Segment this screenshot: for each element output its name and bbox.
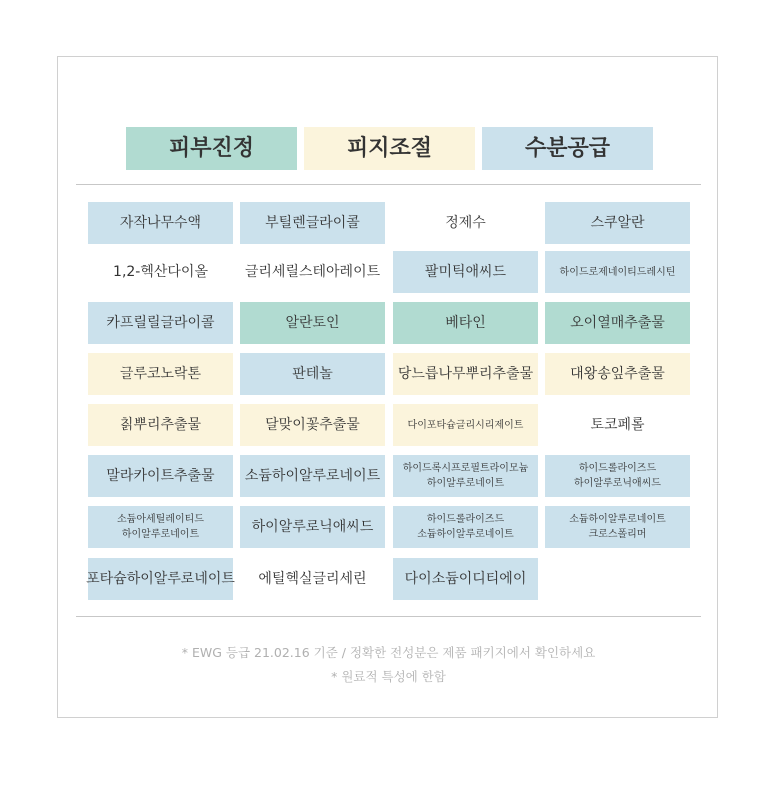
ingredient-cell	[240, 202, 385, 244]
ingredient-text	[403, 461, 529, 491]
footer-note-ewg: * EWG 등급 21.02.16 기준 / 정확한 전성분은 제품 패키지에서 확인하세요	[181, 645, 596, 660]
ingredient-cell	[88, 302, 233, 344]
ingredient-name-line2: 하이알루로네이트	[121, 529, 200, 540]
ingredient-name: 자작나무수액	[119, 215, 202, 231]
ingredient-name: 다이포타슘글리시리제이트	[407, 419, 524, 431]
ingredient-cell	[545, 404, 690, 446]
ingredient-text	[265, 215, 360, 231]
ingredient-name: 칡뿌리추출물	[119, 417, 202, 433]
ingredient-cell	[545, 506, 690, 548]
legend-item: 피부진정	[126, 127, 297, 170]
ingredient-cell	[88, 455, 233, 497]
ingredient-name-line2: 크로스폴리머	[588, 529, 647, 540]
ingredient-cell	[240, 506, 385, 548]
top-divider	[76, 184, 701, 185]
ingredient-cell	[393, 353, 538, 395]
ingredient-name: 오이열매추출물	[570, 315, 665, 331]
ingredient-text	[120, 417, 201, 433]
ingredient-name: 다이소듐이디티에이	[404, 571, 527, 587]
ingredient-text	[285, 315, 339, 331]
ingredient-name: 하이드록시프로필트라이모늄	[402, 463, 529, 474]
ingredient-name: 정제수	[445, 215, 486, 231]
ingredient-text	[560, 265, 676, 280]
ingredient-cell	[393, 251, 538, 293]
ingredient-name: 당느릅나무뿌리추출물	[397, 366, 534, 382]
ingredient-text	[570, 366, 665, 382]
ingredient-cell	[88, 353, 233, 395]
ingredient-text	[570, 315, 665, 331]
legend-item: 피지조절	[304, 127, 475, 170]
ingredient-cell	[88, 202, 233, 244]
ingredient-cell	[240, 251, 385, 293]
footer-note-property: * 원료적 특성에 한함	[331, 669, 446, 684]
ingredient-cell	[545, 302, 690, 344]
ingredient-text	[106, 315, 214, 331]
ingredient-name-line2: 하이알루로네이트	[426, 478, 505, 489]
ingredient-card	[57, 56, 718, 718]
ingredient-cell	[393, 506, 538, 548]
ingredient-cell	[240, 302, 385, 344]
ingredient-cell	[393, 202, 538, 244]
ingredient-text	[86, 571, 235, 587]
ingredient-text	[590, 215, 644, 231]
ingredient-name: 말라카이트추출물	[106, 468, 215, 484]
ingredient-text	[590, 417, 644, 433]
ingredient-text	[408, 418, 524, 433]
ingredient-cell	[545, 251, 690, 293]
bottom-divider	[76, 616, 701, 617]
ingredient-text	[445, 315, 486, 331]
ingredient-text	[120, 215, 201, 231]
ingredient-name: 글리세릴스테아레이트	[244, 264, 381, 280]
ingredient-text	[265, 417, 360, 433]
ingredient-name: 하이드로제네이티드레시틴	[559, 266, 676, 278]
ingredient-name: 베타인	[445, 315, 486, 331]
ingredient-text	[405, 571, 527, 587]
ingredient-name: 판테놀	[292, 366, 333, 382]
ingredient-text	[569, 512, 666, 542]
ingredient-text	[117, 512, 204, 542]
ingredient-name: 소듐하이알루로네이트	[244, 468, 381, 484]
ingredient-name: 포타슘하이알루로네이트	[86, 571, 235, 587]
ingredient-cell	[545, 202, 690, 244]
ingredient-cell	[393, 404, 538, 446]
ingredient-name: 알란토인	[285, 315, 340, 331]
ingredient-cell	[88, 404, 233, 446]
ingredient-cell	[240, 404, 385, 446]
ingredient-text	[245, 468, 380, 484]
ingredient-name: 하이드롤라이즈드	[426, 514, 505, 525]
ingredient-cell	[88, 506, 233, 548]
ingredient-text	[574, 461, 661, 491]
ingredient-cell	[393, 302, 538, 344]
ingredient-name: 글루코노락톤	[119, 366, 202, 382]
ingredient-name: 하이알루로닉애씨드	[251, 519, 374, 535]
ingredient-cell	[240, 353, 385, 395]
ingredient-text	[398, 366, 533, 382]
ingredient-name: 소듐아세틸레이티드	[117, 514, 204, 525]
ingredient-name: 팔미틱애씨드	[424, 264, 507, 280]
ingredient-name: 스쿠알란	[590, 215, 645, 231]
ingredient-name: 대왕송잎추출물	[570, 366, 665, 382]
ingredient-text	[425, 264, 506, 280]
ingredient-name: 토코페롤	[590, 417, 645, 433]
ingredient-name-line2: 하이알루로닉애씨드	[574, 478, 661, 489]
ingredient-text	[252, 519, 374, 535]
ingredient-text	[113, 264, 208, 280]
legend-item: 수분공급	[482, 127, 653, 170]
ingredient-text	[292, 366, 333, 382]
ingredient-cell	[393, 455, 538, 497]
ingredient-cell	[88, 251, 233, 293]
ingredient-text	[120, 366, 201, 382]
ingredient-name: 부틸렌글라이콜	[265, 215, 360, 231]
ingredient-name: 1,2-헥산다이올	[113, 264, 208, 280]
ingredient-name: 하이드롤라이즈드	[578, 463, 657, 474]
ingredient-text	[417, 512, 514, 542]
ingredient-cell	[393, 558, 538, 600]
ingredient-name: 에틸헥실글리세린	[258, 571, 367, 587]
ingredient-cell	[240, 558, 385, 600]
ingredient-name: 달맞이꽃추출물	[265, 417, 360, 433]
ingredient-name: 소듐하이알루로네이트	[569, 514, 666, 525]
ingredient-text	[445, 215, 486, 231]
ingredient-text	[106, 468, 214, 484]
ingredient-cell	[545, 353, 690, 395]
ingredient-name-line2: 소듐하이알루로네이트	[417, 529, 514, 540]
ingredient-text	[245, 264, 380, 280]
ingredient-name: 카프릴릴글라이콜	[106, 315, 215, 331]
ingredient-cell	[240, 455, 385, 497]
ingredient-text	[258, 571, 366, 587]
ingredient-cell	[545, 455, 690, 497]
ingredient-cell	[88, 558, 233, 600]
